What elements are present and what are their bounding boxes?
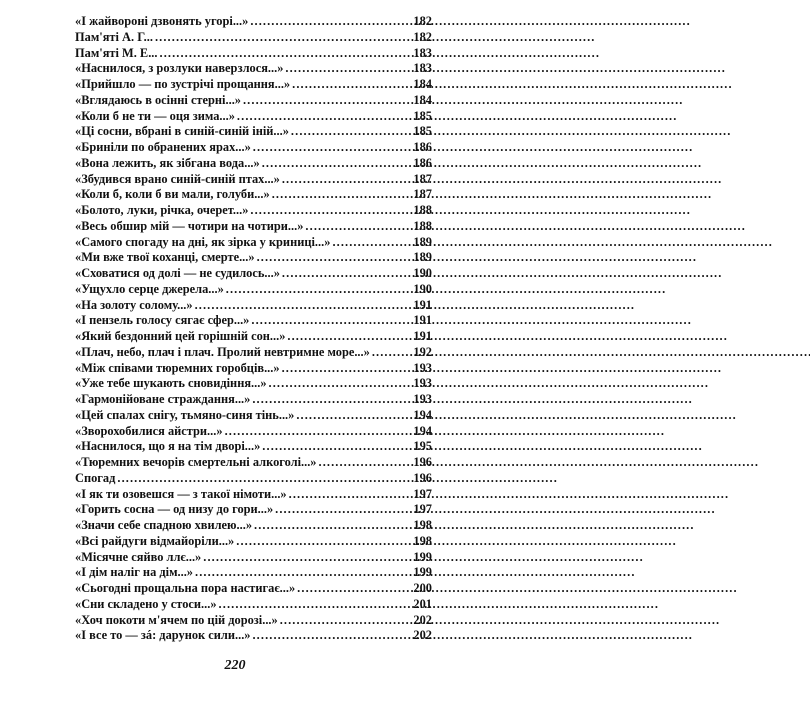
toc-dot-leader [292,77,408,93]
toc-entry-page: 198 [413,533,432,548]
toc-dot-leader [252,628,408,644]
toc-dot-leader [250,14,408,30]
table-of-contents [75,14,432,644]
toc-entry [75,313,432,329]
toc-dot-leader [305,219,408,235]
toc-dot-leader [250,203,408,219]
toc-dot-leader [272,187,408,203]
toc-entry [75,77,432,93]
toc-entry-title: «Хоч покоти м'ячем по цій дорозі...» [75,612,278,627]
toc-entry-title: «І все то — зá: дарунок сили...» [75,628,251,643]
toc-entry [75,424,432,440]
toc-dot-leader [155,30,408,46]
toc-dot-leader [289,487,408,503]
toc-entry-page: 199 [413,549,432,564]
toc-entry [75,408,432,424]
toc-entry [75,455,432,471]
toc-entry [75,187,432,203]
toc-entry [75,345,432,361]
toc-entry [75,93,432,109]
toc-dot-leader [237,109,408,125]
toc-dot-leader [117,471,408,487]
toc-dot-leader [282,361,408,377]
toc-entry-title: «Весь обшир мій — чотири на чотири...» [75,218,304,233]
toc-entry [75,30,432,46]
toc-dot-leader [262,156,408,172]
toc-entry [75,581,432,597]
toc-dot-leader [280,613,408,629]
toc-entry-page: 185 [413,124,432,139]
toc-entry [75,376,432,392]
toc-dot-leader [253,140,408,156]
toc-entry [75,46,432,62]
toc-entry-page: 188 [413,203,432,217]
toc-entry [75,565,432,581]
toc-entry [75,266,432,282]
toc-entry-title: «Всі райдуги відмайоріли...» [75,533,235,548]
toc-entry-title: «Наснилося, з розлуки наверзлося...» [75,61,284,76]
toc-entry-page: 191 [413,329,432,343]
toc-entry-page: 193 [413,392,432,406]
toc-entry-title: «Горить сосна — од низу до гори...» [75,502,274,517]
toc-dot-leader [236,534,408,550]
toc-entry-page: 201 [413,596,432,611]
toc-dot-leader [195,565,408,581]
toc-entry-page: 185 [413,108,432,123]
toc-entry-title: «Який бездонний цей горішній сон...» [75,329,286,343]
toc-entry-page: 187 [413,187,432,202]
toc-entry-title: «Уже тебе шукають сновидіння...» [75,376,267,391]
toc-dot-leader [226,282,408,298]
toc-dot-leader [195,298,408,314]
toc-entry-title: «Самого спогаду на дні, як зірка у криниці...» [75,234,331,249]
toc-entry-page: 197 [413,502,432,517]
toc-entry-page: 193 [413,376,432,391]
toc-entry [75,439,432,455]
toc-entry-page: 183 [413,45,432,60]
toc-dot-leader [160,46,409,62]
toc-entry [75,109,432,125]
toc-dot-leader [275,502,408,518]
toc-entry [75,487,432,503]
toc-entry-title: «І жайвороні дзвонять угорі...» [75,14,249,28]
toc-entry-title: «І дім наліг на дім...» [75,565,193,580]
toc-dot-leader [332,235,408,251]
toc-entry-title: «Місячне сяйво ллє...» [75,549,202,564]
toc-entry [75,534,432,550]
toc-entry-title: «Збудився врано синій-синій птах...» [75,171,280,186]
toc-entry [75,628,432,644]
toc-dot-leader [296,408,408,424]
toc-entry-page: 192 [413,344,432,359]
toc-entry-page: 191 [413,297,432,312]
toc-entry-title: «Коли б, коли б ви мали, голуби...» [75,187,270,202]
toc-entry-title: «Вглядаюсь в осінні стерні...» [75,92,241,107]
toc-entry-page: 189 [413,250,432,265]
toc-dot-leader [254,518,408,534]
toc-entry-title: Спогад [75,470,116,485]
toc-entry [75,61,432,77]
toc-entry [75,172,432,188]
toc-entry-title: Пам'яті А. Г... [75,29,153,44]
toc-entry [75,392,432,408]
toc-entry-page: 193 [413,360,432,375]
toc-entry-title: «Сни складено у стоси...» [75,596,217,611]
toc-entry [75,471,432,487]
toc-entry-title: «Плач, небо, плач і плач. Пролий невтримне море...» [75,344,370,359]
toc-entry [75,298,432,314]
toc-entry-title: «На золоту солому...» [75,297,193,312]
toc-entry [75,282,432,298]
toc-entry [75,219,432,235]
toc-entry [75,124,432,140]
toc-entry [75,250,432,266]
toc-entry-page: 190 [413,266,432,280]
toc-entry-page: 184 [413,77,432,91]
toc-entry-page: 196 [413,470,432,485]
toc-dot-leader [252,392,408,408]
toc-entry-page: 199 [413,565,432,580]
toc-dot-leader [219,597,408,613]
toc-entry-page: 195 [413,439,432,454]
toc-dot-leader [203,550,408,566]
toc-entry-title: «Ущухло серце джерела...» [75,281,224,296]
toc-dot-leader [287,329,408,345]
toc-entry [75,329,432,345]
toc-entry-title: «Прийшло — по зустрічі прощання...» [75,77,291,91]
toc-entry-title: «Ми вже твої коханці, смерте...» [75,250,255,265]
toc-dot-leader [269,376,408,392]
toc-entry-title: «Сьогодні прощальна пора настигає...» [75,581,296,595]
toc-entry [75,613,432,629]
toc-entry-title: «І як ти озовешся — з такої німоти...» [75,486,287,501]
toc-entry [75,597,432,613]
toc-entries [75,14,432,644]
page-number: 220 [224,658,246,673]
toc-entry [75,550,432,566]
toc-entry-page: 187 [413,171,432,186]
toc-entry-page: 182 [413,14,432,28]
toc-entry-page: 188 [413,218,432,233]
toc-entry-page: 190 [413,281,432,296]
toc-entry-title: «Сховатися од долі — не судилось...» [75,266,280,280]
toc-dot-leader [291,124,408,140]
toc-entry [75,502,432,518]
toc-entry-page: 189 [413,234,432,249]
toc-dot-leader [319,455,409,471]
toc-entry-title: «Між співами тюремних горобців...» [75,360,280,375]
toc-dot-leader [251,313,408,329]
toc-dot-leader [285,61,408,77]
toc-entry [75,14,432,30]
toc-entry-title: «Значи себе спадною хвилею...» [75,518,253,532]
toc-entry [75,140,432,156]
toc-dot-leader [297,581,408,597]
toc-entry-page: 184 [413,92,432,107]
toc-entry [75,361,432,377]
toc-entry-title: «Тюремних вечорів смертельні алкоголі...» [75,455,317,469]
toc-dot-leader [372,345,408,361]
toc-entry-page: 202 [413,628,432,643]
toc-entry-page: 194 [413,423,432,438]
toc-entry-title: «Бриніли по обранених ярах...» [75,140,251,154]
toc-entry-page: 186 [413,140,432,154]
toc-dot-leader [225,424,408,440]
toc-entry-title: «Ці сосни, вбрані в синій-синій іній...» [75,124,289,139]
toc-entry-page: 197 [413,486,432,501]
toc-entry-title: «Коли б не ти — оця зима...» [75,108,235,123]
toc-entry-page: 198 [413,518,432,532]
toc-entry-title: «Гармонійоване страждання...» [75,392,251,406]
toc-entry-title: «Болото, луки, річка, очерет...» [75,203,249,217]
toc-dot-leader [282,172,408,188]
toc-entry-title: «Цей спалах снігу, тьмяно-синя тінь...» [75,407,295,422]
toc-entry-page: 186 [413,155,432,170]
toc-dot-leader [282,266,408,282]
toc-entry-page: 200 [413,581,432,595]
toc-entry [75,235,432,251]
toc-entry-page: 196 [413,455,432,469]
toc-entry-page: 202 [413,612,432,627]
toc-entry-page: 183 [413,61,432,76]
toc-entry-title: «Зворохобилися айстри...» [75,423,223,438]
toc-dot-leader [243,93,408,109]
toc-entry-title: «Наснилося, що я на тім дворі...» [75,439,261,454]
toc-entry-title: «Вона лежить, як зібгана вода...» [75,155,260,170]
toc-entry-page: 182 [413,29,432,44]
toc-entry-page: 194 [413,407,432,422]
toc-dot-leader [262,439,408,455]
toc-entry-title: Пам'яті М. Е... [75,45,158,60]
toc-entry [75,156,432,172]
toc-entry [75,518,432,534]
toc-dot-leader [257,250,408,266]
toc-entry-page: 191 [413,313,432,328]
toc-entry [75,203,432,219]
toc-entry-title: «І пензель голосу сягає сфер...» [75,313,250,328]
